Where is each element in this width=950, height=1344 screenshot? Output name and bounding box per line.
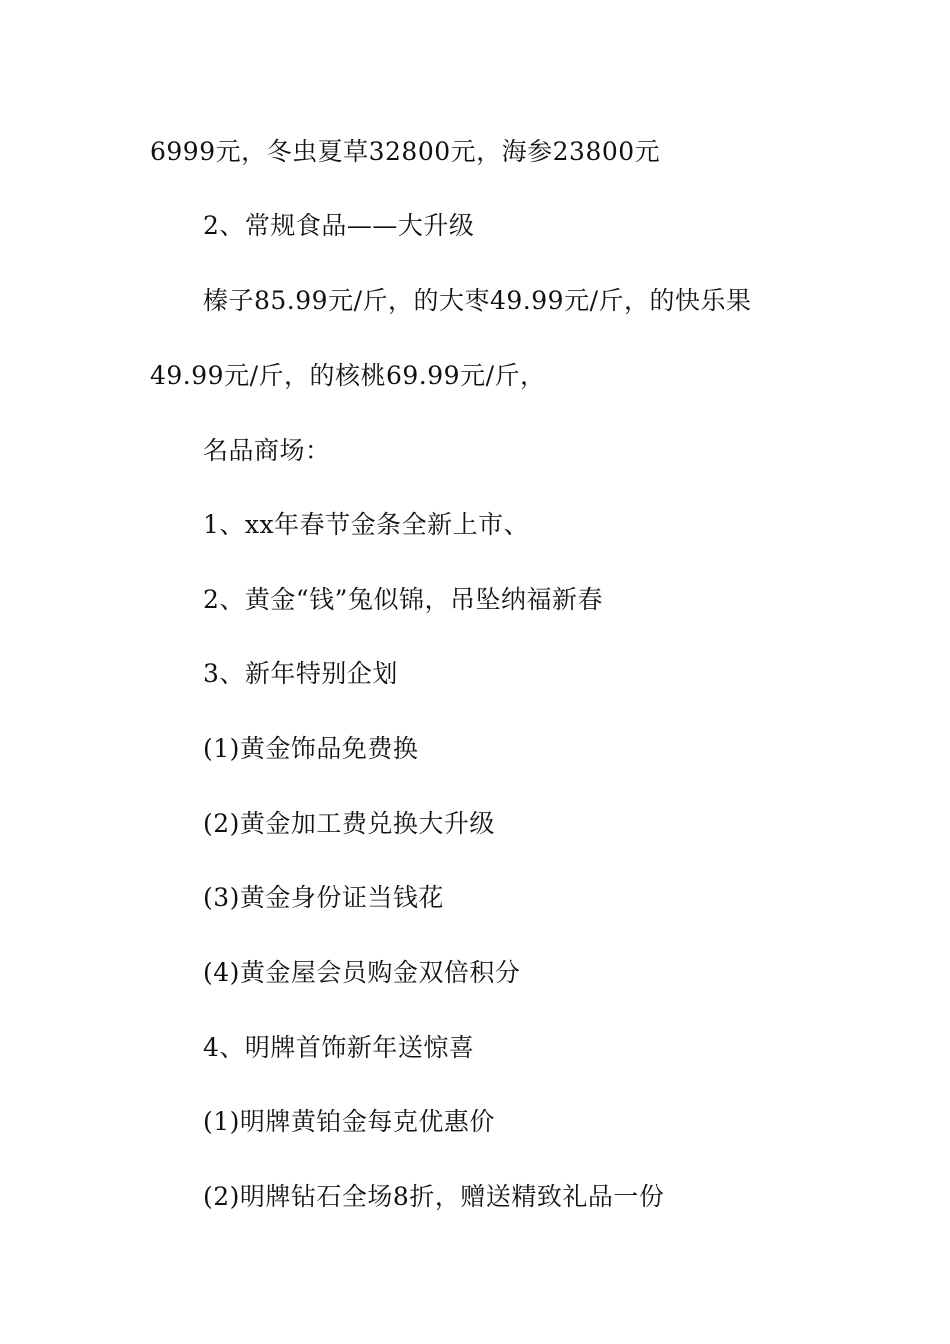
text-line-4: 49.99元/斤，的核桃69.99元/斤， bbox=[150, 361, 546, 390]
text-line-15: (2)明牌钻石全场8折，赠送精致礼品一份 bbox=[203, 1182, 665, 1211]
text-line-3: 榛子85.99元/斤，的大枣49.99元/斤，的快乐果 bbox=[203, 286, 752, 315]
text-line-13: 4、明牌首饰新年送惊喜 bbox=[203, 1033, 475, 1062]
text-line-1: 6999元，冬虫夏草32800元，海参23800元 bbox=[150, 137, 661, 166]
text-line-2: 2、常规食品——大升级 bbox=[203, 211, 475, 240]
text-line-5: 名品商场： bbox=[203, 436, 331, 465]
text-line-11: (3)黄金身份证当钱花 bbox=[203, 883, 444, 912]
text-line-9: (1)黄金饰品免费换 bbox=[203, 734, 419, 763]
text-line-14: (1)明牌黄铂金每克优惠价 bbox=[203, 1107, 495, 1136]
text-line-10: (2)黄金加工费兑换大升级 bbox=[203, 809, 495, 838]
text-line-8: 3、新年特别企划 bbox=[203, 659, 398, 688]
text-line-7: 2、黄金“钱”兔似锦，吊坠纳福新春 bbox=[203, 585, 603, 614]
text-line-12: (4)黄金屋会员购金双倍积分 bbox=[203, 958, 521, 987]
text-line-6: 1、xx年春节金条全新上市、 bbox=[203, 510, 530, 539]
